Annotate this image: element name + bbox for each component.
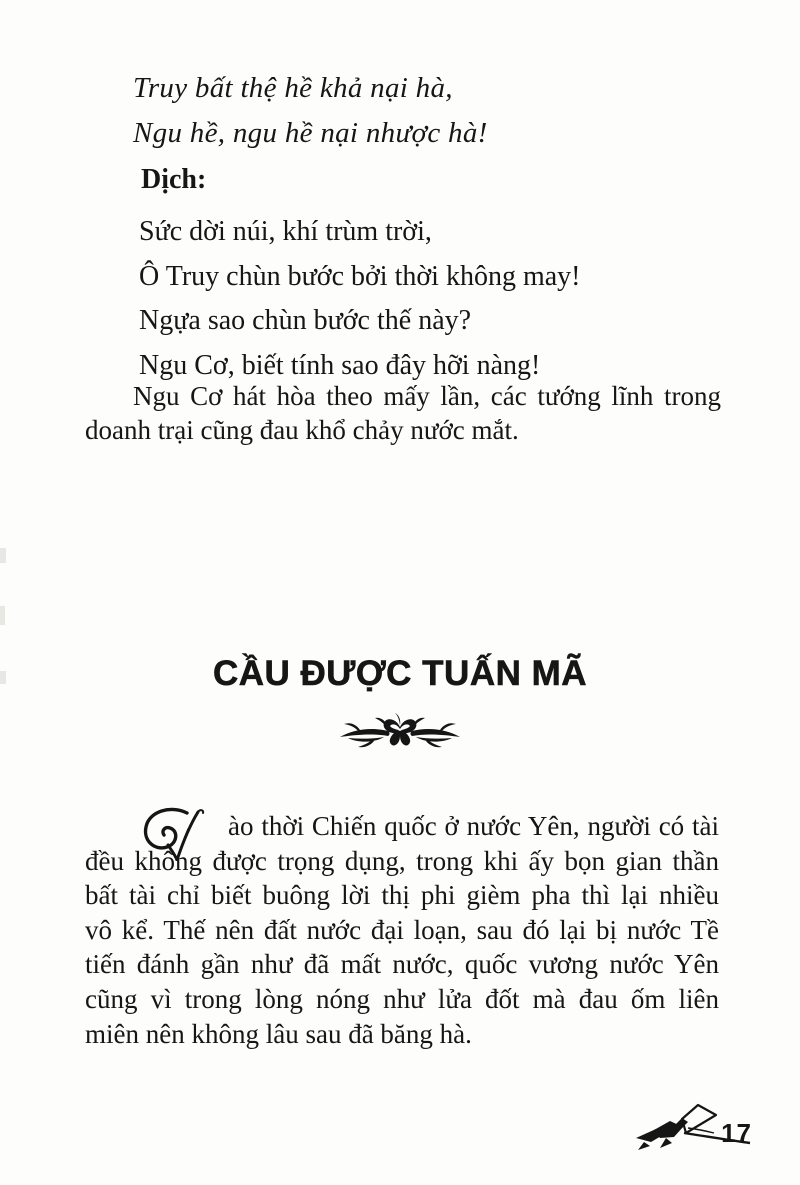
poem-original [133,66,488,156]
paragraph-line: vô kể. Thế nên đất nước đại loạn, sau đó lại bị nước Tề [85,914,719,945]
tribal-flourish-icon [338,711,462,760]
paragraph-line: đều không được trọng dụng, trong khi ấy bọn gian thần [85,845,719,876]
story-paragraph [85,809,719,1051]
poem-line: Ngu hề, ngu hề nại nhược hà! [133,117,488,149]
scan-artifact [0,548,6,563]
paragraph-line: bất tài chỉ biết buông lời thị phi gièm pha thì lại nhiều [85,880,719,911]
paragraph-line: Ngu Cơ hát hòa theo mấy lần, các tướng lĩnh trong [133,381,721,411]
scan-artifact [0,671,6,684]
paragraph-line: miên nên không lâu sau đã băng hà. [85,1018,472,1049]
poem-line: Ô Truy chùn bước bởi thời không may! [139,260,581,292]
poem-line: Ngựa sao chùn bước thế này? [139,305,472,336]
paragraph-line: tiến đánh gần như đã mất nước, quốc vương nước Yên [85,949,719,980]
page-footer [636,1102,752,1156]
page-number: 17 [721,1118,752,1148]
poem-line: Ngu Cơ, biết tính sao đây hỡi nàng! [139,349,541,381]
paragraph-line-text: ào thời Chiến quốc ở nước Yên, người có tài [228,811,719,841]
paragraph-line: cũng vì trong lòng nóng như lửa đốt mà đau ốm liên [85,983,719,1014]
poem-line: Sức dời núi, khí trùm trời, [139,216,432,247]
poem-translation [139,210,580,388]
poem-line: Truy bất thệ hề khả nại hà, [133,72,453,104]
paragraph-line [85,809,719,844]
chapter-title: CẦU ĐƯỢC TUẤN MÃ [212,654,588,693]
translation-label: Dịch: [141,164,207,195]
closing-paragraph [85,380,721,447]
paragraph-line: doanh trại cũng đau khổ chảy nước mắt. [85,414,519,445]
scan-artifact [0,606,5,625]
